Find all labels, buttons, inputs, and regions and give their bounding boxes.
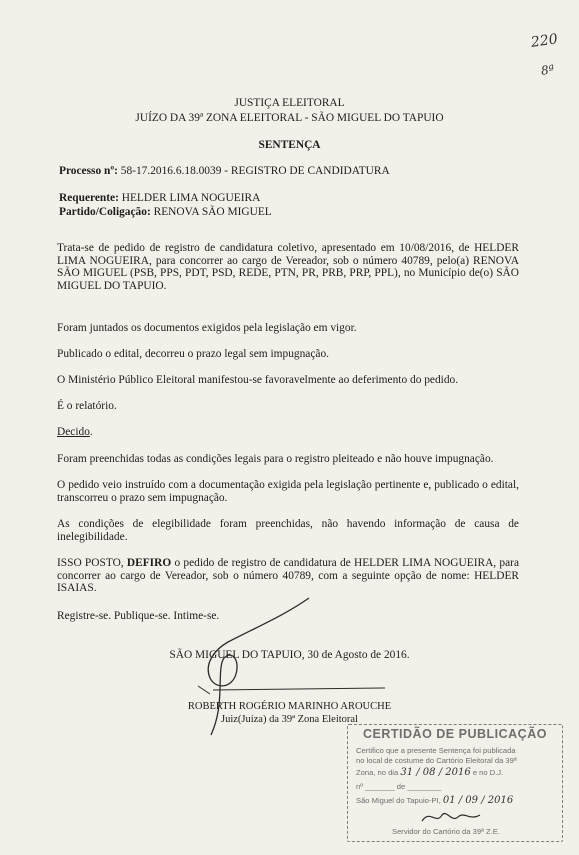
decido-heading: Decido — [57, 426, 90, 438]
paragraph-documents: Foram juntados os documentos exigidos pela legislação em vigor. — [57, 322, 357, 334]
requerente-value: HELDER LIMA NOGUEIRA — [121, 192, 261, 204]
stamp-line-6: Servidor do Cartório da 39ª Z.E. — [392, 827, 500, 836]
stamp-line-3 — [356, 768, 503, 777]
publication-stamp — [347, 724, 563, 842]
paragraph-relatorio: É o relatório. — [57, 400, 117, 412]
process-label: Processo nº: — [59, 165, 118, 177]
court-name: JUSTIÇA ELEITORAL — [234, 97, 345, 109]
paragraph-ministerio: O Ministério Público Eleitoral manifestou-se favoravelmente ao deferimento do pedido. — [57, 374, 459, 386]
judge-name: ROBERTH ROGÉRIO MARINHO AROUCHE — [187, 701, 392, 712]
stamp-dj-label: e no D.J. — [472, 768, 504, 777]
paragraph-instruction: O pedido veio instruído com a documentação exigida pela legislação pertinente e, publicado o edital, transcorreu o prazo sem impugnação. — [57, 479, 519, 504]
stamp-signature — [418, 807, 488, 827]
partido-label: Partido/Coligação: — [59, 206, 151, 218]
sheet-number-handwritten: 8ª — [540, 62, 556, 78]
stamp-city-label: São Miguel do Tapuio-PI, — [356, 796, 441, 805]
page-number-handwritten: 220 — [530, 31, 559, 51]
judge-title: Juiz(Juíza) da 39ª Zona Eleitoral — [220, 714, 358, 725]
stamp-title: CERTIDÃO DE PUBLICAÇÃO — [363, 727, 547, 741]
paragraph-report: Trata-se de pedido de registro de candidatura coletivo, apresentado em 10/08/2016, de HELDER LIMA NOGUEIRA, para concorrer ao cargo de Vereador, sob o número 40789, pelo(a) RENOVA SÃO MIGUEL (PSB, PPS, PDT, PSD, REDE, PTN, PR, PRB, PRP, PPL), no Município de(o) SÃO MIGUEL DO TAPUIO. — [57, 242, 519, 292]
requerente-label: Requerente: — [59, 192, 119, 204]
partido-value: RENOVA SÃO MIGUEL — [153, 206, 272, 218]
stamp-zone-label: Zona, no dia — [356, 768, 399, 777]
paragraph-eligibility: As condições de elegibilidade foram preenchidas, não havendo informação de causa de inelegibilidade. — [57, 518, 519, 543]
paragraph-conditions: Foram preenchidas todas as condições legais para o registro pleiteado e não houve impugnação. — [57, 453, 494, 465]
stamp-line-5 — [356, 796, 513, 805]
paragraph-edital: Publicado o edital, decorreu o prazo legal sem impugnação. — [57, 348, 330, 360]
place-date: SÃO MIGUEL DO TAPUIO, 30 de Agosto de 2016. — [169, 649, 410, 661]
stamp-certification-date: 01 / 09 / 2016 — [442, 795, 514, 806]
paragraph-closing: Registre-se. Publique-se. Intime-se. — [57, 610, 220, 622]
decido-punct: . — [89, 426, 93, 438]
process-value: 58-17.2016.6.18.0039 - REGISTRO DE CANDIDATURA — [120, 165, 390, 177]
stamp-line-2: no local de costume do Cartório Eleitoral da 39ª — [356, 756, 517, 765]
stamp-line-4: nº _______ de ________ — [356, 782, 442, 791]
zone-name: JUÍZO DA 39ª ZONA ELEITORAL - SÃO MIGUEL DO TAPUIO — [135, 112, 444, 124]
stamp-publication-date: 31 / 08 / 2016 — [400, 767, 471, 778]
stamp-line-1: Certifico que a presente Sentença foi publicada — [356, 746, 516, 755]
decision-intro: ISSO POSTO, — [57, 557, 127, 569]
decision-verb: DEFIRO — [126, 557, 172, 569]
document-title: SENTENÇA — [258, 139, 321, 151]
decision-text: o pedido de registro de candidatura de HELDER LIMA NOGUEIRA, para concorrer ao cargo de Vereador, sob o número 40789, com a seguinte opção de nome: HELDER ISAIAS. — [57, 557, 519, 595]
